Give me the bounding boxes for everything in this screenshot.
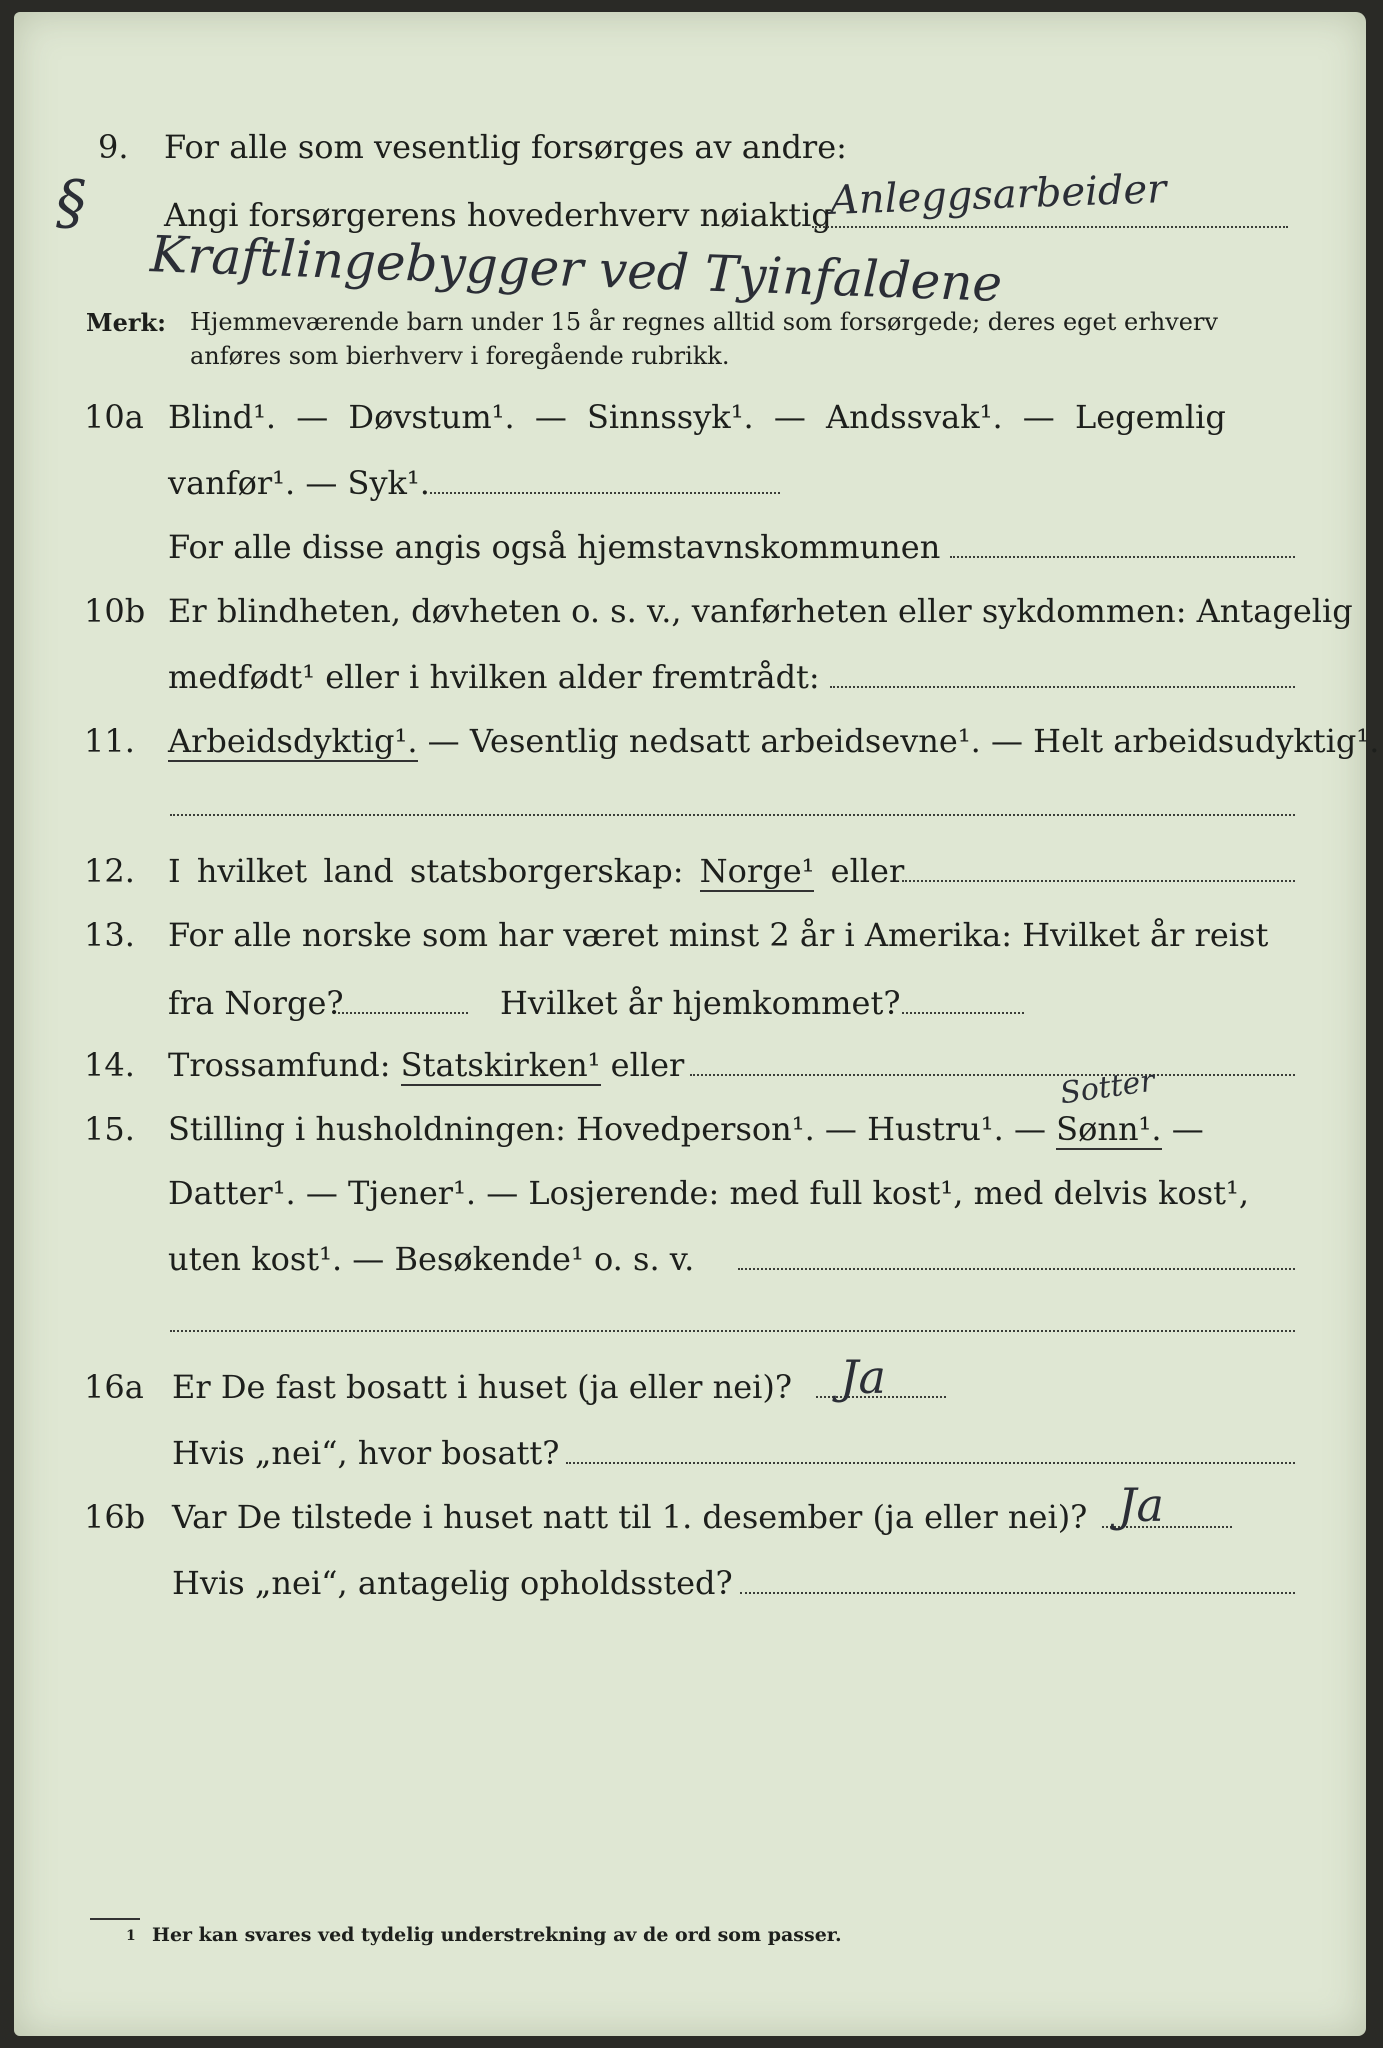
- merk-line2: anføres som bierhverv i foregående rubrikk.: [190, 342, 730, 370]
- q16b-number: 16b: [84, 1498, 146, 1536]
- q9-answer-dots: [812, 226, 1288, 228]
- q15-line2: Datter¹. — Tjener¹. — Losjerende: med full kost¹, med delvis kost¹,: [168, 1174, 1250, 1212]
- margin-mark-icon: §: [56, 168, 86, 238]
- merk-label: Merk:: [86, 308, 166, 337]
- q10b-line2: medfødt¹ eller i hvilken alder fremtrådt:: [168, 658, 820, 696]
- q9-number: 9.: [98, 128, 129, 166]
- q14-question: Trossamfund:: [168, 1046, 401, 1084]
- q11-selected-option: Arbeidsdyktig¹.: [168, 722, 418, 760]
- merk-line1: Hjemmeværende barn under 15 år regnes alltid som forsørgede; deres eget erhverv: [190, 308, 1218, 336]
- q11-other-options: — Vesentlig nedsatt arbeidsevne¹. — Helt arbeidsudyktig¹.: [417, 722, 1380, 760]
- q9-handwritten-workplace: Kraftlingebygger ved Tyinfaldene: [149, 225, 1004, 313]
- q12-eller: eller: [814, 852, 905, 890]
- q11-extra-dots: [170, 814, 1295, 816]
- q14-line: [168, 1046, 684, 1084]
- q16a-bosatt-dots: [566, 1462, 1295, 1464]
- q14-eller: eller: [600, 1046, 685, 1084]
- q10a-number: 10a: [84, 398, 144, 436]
- q13-line1: For alle norske som har været minst 2 år i Amerika: Hvilket år reist: [168, 916, 1269, 954]
- footnote-text: Her kan svares ved tydelig understrekning av de ord som passer.: [152, 1924, 842, 1946]
- q9-line1: For alle som vesentlig forsørges av andre:: [164, 128, 847, 166]
- q10a-kommune-dots: [950, 556, 1295, 558]
- q10a-line2: vanfør¹. — Syk¹.: [168, 464, 430, 502]
- q11-number: 11.: [84, 722, 135, 760]
- q12-answer-dots: [902, 880, 1295, 882]
- q10b-line1: Er blindheten, døvheten o. s. v., vanførheten eller sykdommen: Antagelig: [168, 592, 1353, 630]
- q13-number: 13.: [84, 916, 135, 954]
- q12-selected-option: Norge¹: [699, 852, 815, 890]
- q13-line2a: fra Norge?: [168, 984, 344, 1022]
- q16a-line2: Hvis „nei“, hvor bosatt?: [172, 1434, 560, 1472]
- q14-selected-option: Statskirken¹: [400, 1046, 601, 1084]
- q10b-number: 10b: [84, 592, 146, 630]
- q16b-line1: Var De tilstede i huset natt til 1. desember (ja eller nei)?: [172, 1498, 1088, 1536]
- q13-reist-dots: [338, 1012, 468, 1014]
- q15-line1: [168, 1110, 1204, 1148]
- q12-question: I hvilket land statsborgerskap:: [168, 852, 700, 890]
- q14-answer-dots: [690, 1074, 1295, 1076]
- q15-dash: —: [1161, 1110, 1204, 1148]
- q12-number: 12.: [84, 852, 135, 890]
- q13-line2b: Hvilket år hjemkommet?: [500, 984, 901, 1022]
- q15-line3: uten kost¹. — Besøkende¹ o. s. v.: [168, 1240, 695, 1278]
- q9-handwritten-occupation: Anleggsarbeider: [829, 166, 1167, 224]
- q15-number: 15.: [84, 1110, 135, 1148]
- q16a-handwritten-answer: Ja: [840, 1350, 886, 1404]
- q16a-number: 16a: [84, 1368, 144, 1406]
- q16b-line2: Hvis „nei“, antagelig opholdssted?: [172, 1564, 733, 1602]
- q10a-line3: For alle disse angis også hjemstavnskommunen: [168, 528, 941, 566]
- q11-line: [168, 722, 1379, 760]
- q14-number: 14.: [84, 1046, 135, 1084]
- q10b-answer-dots: [830, 686, 1295, 688]
- q10a-syk-dots: [430, 492, 780, 494]
- q12-line: [168, 852, 904, 890]
- q10a-line1: Blind¹. — Døvstum¹. — Sinnssyk¹. — Andssvak¹. — Legemlig: [168, 398, 1226, 436]
- q16b-opholdssted-dots: [740, 1592, 1295, 1594]
- q9-line2: Angi forsørgerens hovederhverv nøiaktig: [164, 196, 832, 234]
- q15-options: Stilling i husholdningen: Hovedperson¹. — Hustru¹. —: [168, 1110, 1057, 1148]
- q13-hjemkommet-dots: [902, 1012, 1024, 1014]
- q16b-handwritten-answer: Ja: [1118, 1478, 1164, 1532]
- q15-extra-dots: [170, 1330, 1295, 1332]
- q15-handwritten-relation: Sotter: [1058, 1063, 1157, 1112]
- q15-answer-dots: [738, 1268, 1295, 1270]
- q15-selected-option: Sønn¹.: [1056, 1110, 1162, 1148]
- footnote-mark: 1: [126, 1928, 136, 1944]
- footnote-rule: [90, 1918, 140, 1920]
- q16a-line1: Er De fast bosatt i huset (ja eller nei)?: [172, 1368, 793, 1406]
